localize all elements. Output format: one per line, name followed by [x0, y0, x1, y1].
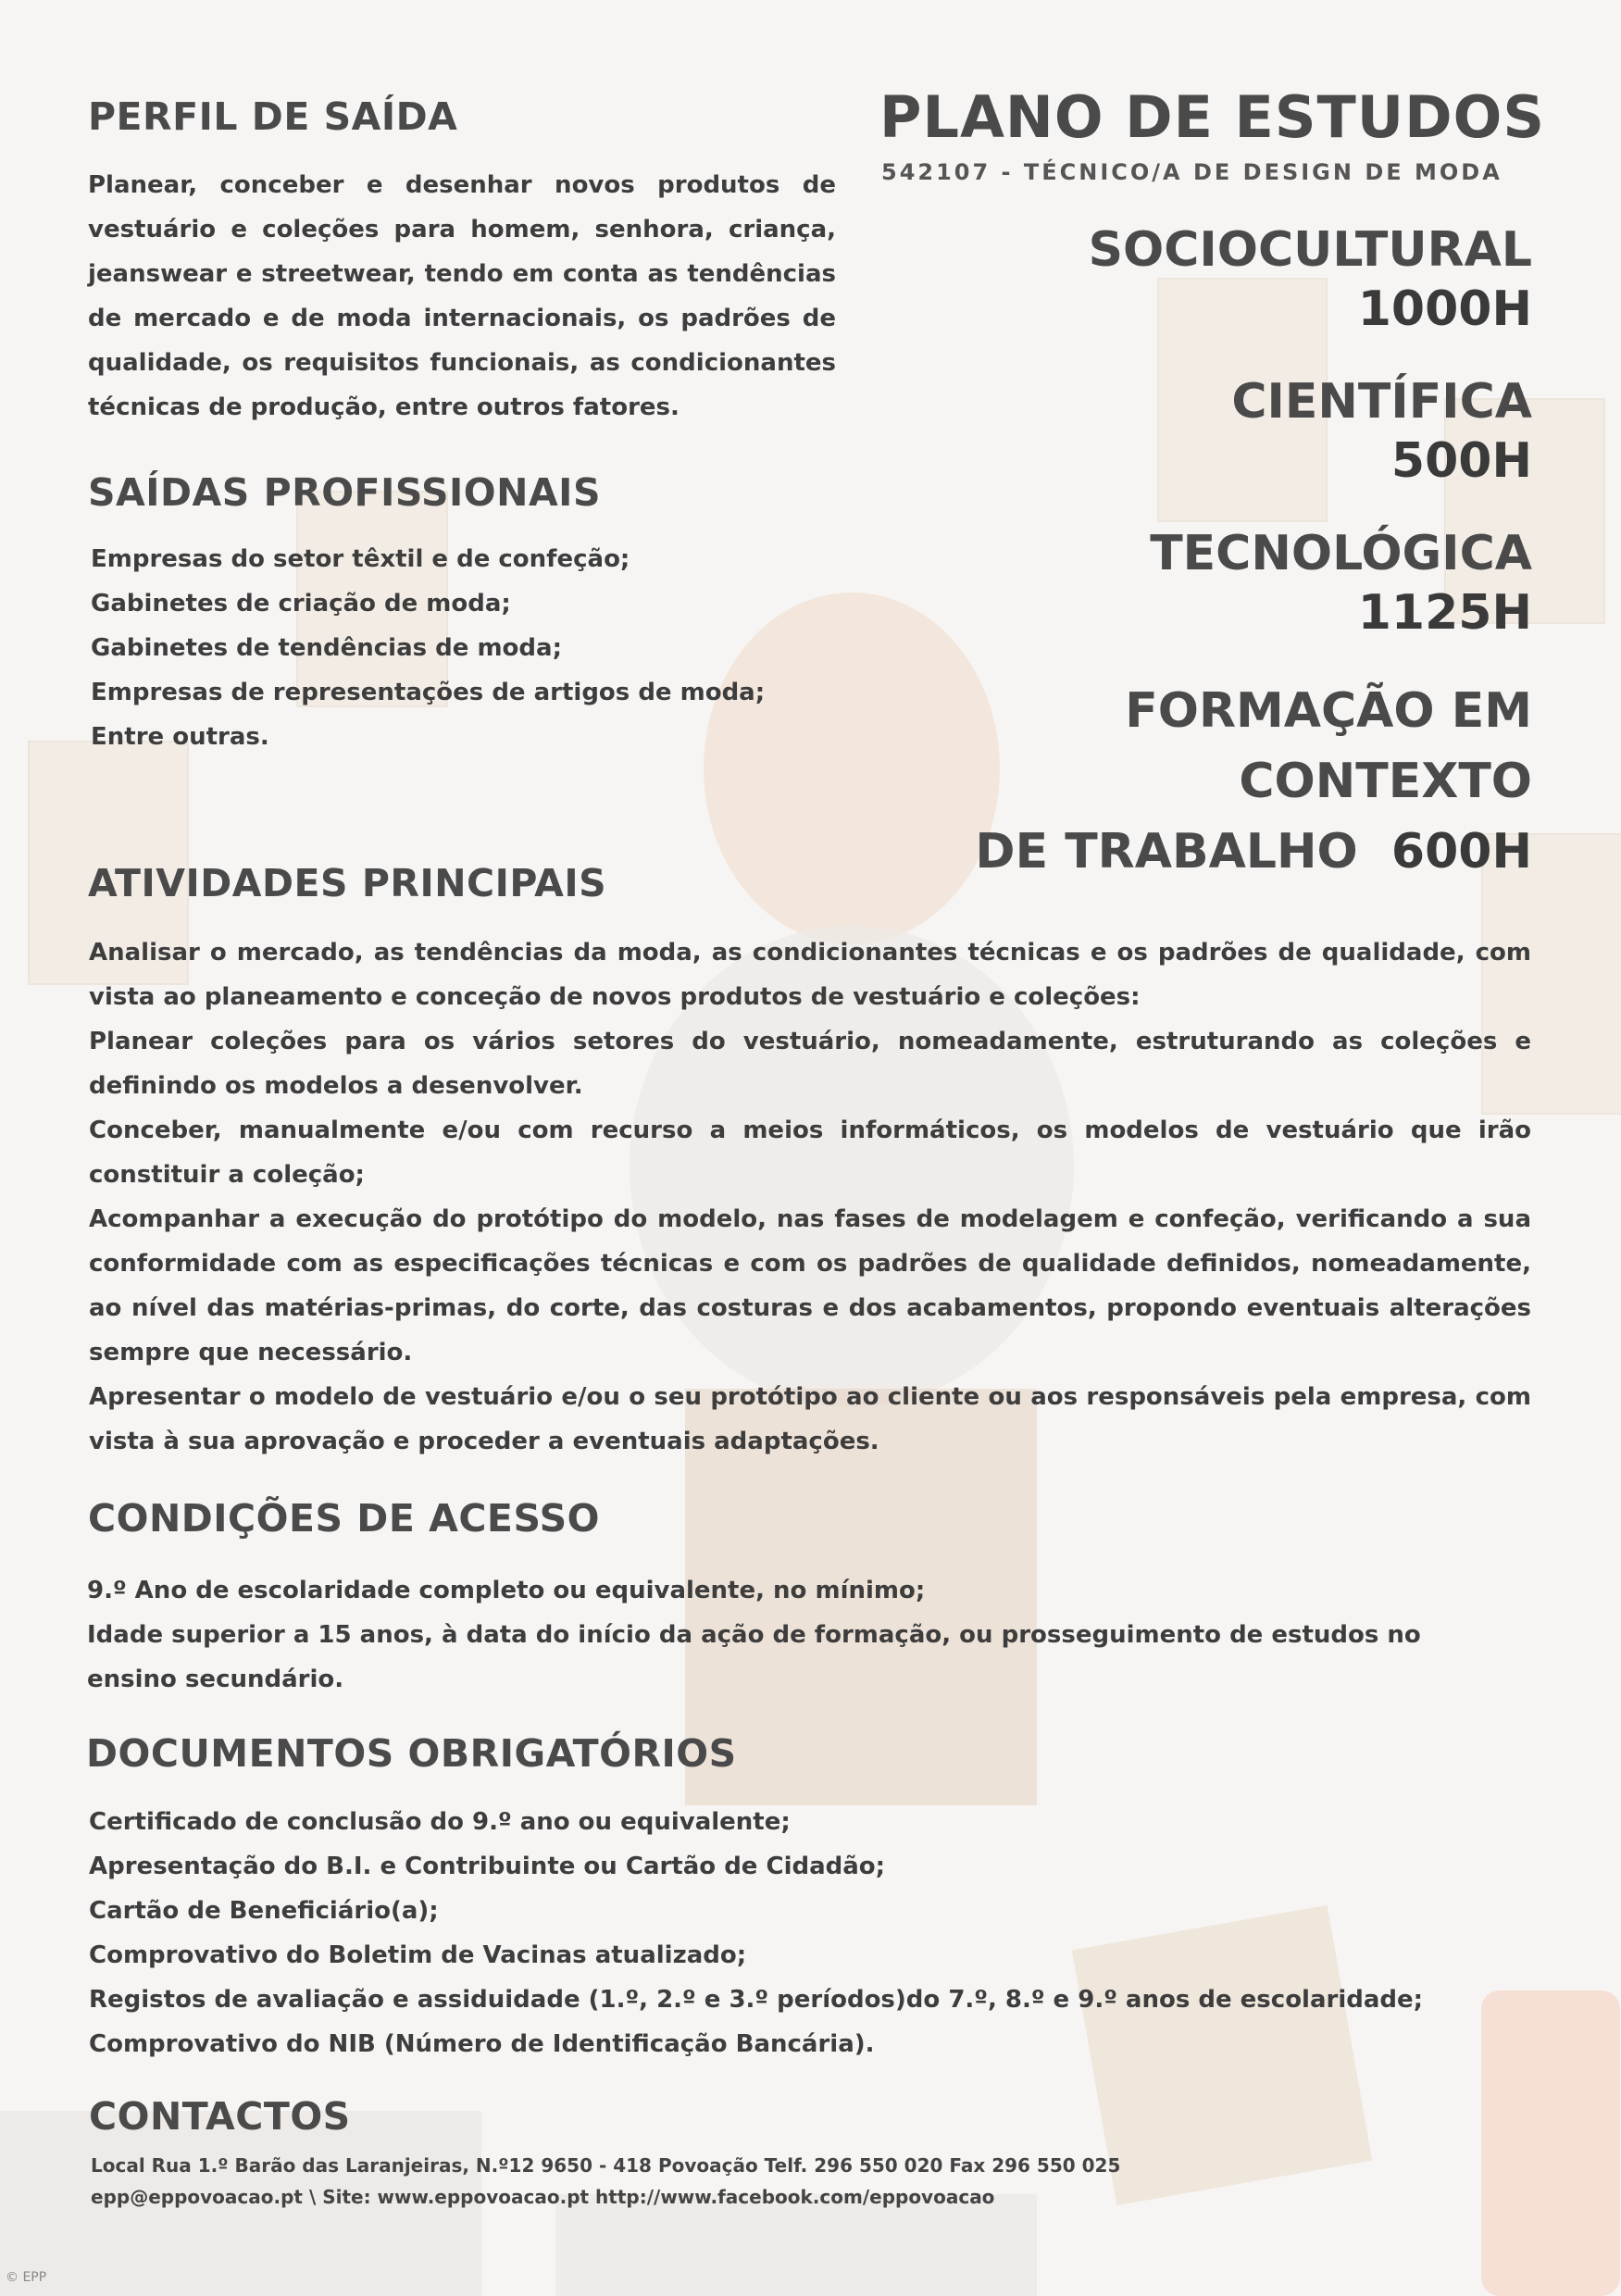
list-item: Gabinetes de criação de moda; — [91, 590, 511, 618]
component-hours: 1000H — [1357, 281, 1532, 337]
list-item: Comprovativo do Boletim de Vacinas atualizado; — [89, 1941, 747, 1969]
component-hours: 1125H — [1357, 585, 1532, 641]
list-item: Gabinetes de tendências de moda; — [91, 634, 562, 662]
perfil-text: Planear, conceber e desenhar novos produtos de vestuário e coleções para homem, senhora, criança, jeanswear e streetwear, tendo em conta as tendências de mercado e de moda internacionais, os padrões de qualidade, os requisitos funcionais, as condicionantes técnicas de produção, entre outros fatores. — [88, 171, 836, 421]
contactos-title: CONTACTOS — [89, 2094, 351, 2139]
list-item: Empresas de representações de artigos de moda; — [91, 679, 766, 706]
component-sociocultural — [833, 220, 1532, 339]
saidas-title: SAÍDAS PROFISSIONAIS — [88, 470, 601, 515]
component-cientifica — [833, 372, 1532, 491]
fct-line2: DE TRABALHO — [975, 824, 1358, 880]
documentos-list — [89, 1800, 1478, 2066]
list-item: Entre outras. — [91, 723, 269, 751]
list-item: Cartão de Beneficiário(a); — [89, 1897, 439, 1925]
component-name: SOCIOCULTURAL — [1088, 222, 1532, 278]
component-tecnologica — [833, 524, 1532, 643]
list-item: Apresentação do B.I. e Contribuinte ou Cartão de Cidadão; — [89, 1853, 886, 1880]
atividade-paragraph: Acompanhar a execução do protótipo do modelo, nas fases de modelagem e confeção, verificando a sua conformidade com as especificações técnicas e com os padrões de qualidade definidos, nomeadamente, ao nível das matérias-primas, do corte, das costuras e dos acabamentos, propondo eventuais alterações sempre que necessário. — [89, 1205, 1531, 1366]
list-item: Comprovativo do NIB (Número de Identificação Bancária). — [89, 2030, 875, 2058]
atividade-paragraph: Planear coleções para os vários setores do vestuário, nomeadamente, estruturando as coleções e definindo os modelos a desenvolver. — [89, 1028, 1531, 1100]
fct-hours: 600H — [1390, 824, 1532, 880]
plano-subtitle: 542107 - TÉCNICO/A DE DESIGN DE MODA — [881, 159, 1503, 185]
atividade-paragraph: Analisar o mercado, as tendências da moda, as condicionantes técnicas e os padrões de qualidade, com vista ao planeamento e conceção de novos produtos de vestuário e coleções: — [89, 939, 1531, 1011]
atividades-title: ATIVIDADES PRINCIPAIS — [88, 861, 607, 905]
condicoes-title: CONDIÇÕES DE ACESSO — [88, 1496, 601, 1541]
copyright: © EPP — [6, 2270, 47, 2285]
list-item: 9.º Ano de escolaridade completo ou equivalente, no mínimo; — [87, 1577, 926, 1604]
fct-line2-row — [833, 817, 1532, 887]
component-fct — [833, 676, 1532, 887]
condicoes-list — [87, 1568, 1531, 1702]
contactos-links: epp@eppovoacao.pt \ Site: www.eppovoacao.pt http://www.facebook.com/eppovoacao — [91, 2186, 995, 2208]
atividade-paragraph: Conceber, manualmente e/ou com recurso a meios informáticos, os modelos de vestuário que irão constituir a coleção; — [89, 1117, 1531, 1189]
list-item: Registos de avaliação e assiduidade (1.º, 2.º e 3.º períodos)do 7.º, 8.º e 9.º anos de escolaridade; — [89, 1986, 1424, 2014]
plano-title: PLANO DE ESTUDOS — [879, 83, 1545, 151]
atividades-text — [89, 930, 1531, 1464]
list-item: Certificado de conclusão do 9.º ano ou equivalente; — [89, 1808, 791, 1836]
plano-components — [833, 220, 1532, 887]
contactos-address: Local Rua 1.º Barão das Laranjeiras, N.º12 9650 - 418 Povoação Telf. 296 550 020 Fax 296 550 025 — [91, 2154, 1121, 2177]
list-item: Empresas do setor têxtil e de confeção; — [91, 545, 630, 573]
documentos-title: DOCUMENTOS OBRIGATÓRIOS — [86, 1731, 737, 1776]
list-item: Idade superior a 15 anos, à data do início da ação de formação, ou prosseguimento de estudos no ensino secundário. — [87, 1621, 1421, 1693]
component-name: TECNOLÓGICA — [1150, 526, 1532, 581]
atividade-paragraph: Apresentar o modelo de vestuário e/ou o seu protótipo ao cliente ou aos responsáveis pela empresa, com vista à sua aprovação e proceder a eventuais adaptações. — [89, 1383, 1531, 1455]
component-hours: 500H — [1390, 433, 1532, 489]
component-name: CIENTÍFICA — [1231, 374, 1532, 430]
saidas-list — [91, 537, 776, 759]
perfil-title: PERFIL DE SAÍDA — [88, 94, 458, 139]
fct-line1: FORMAÇÃO EM CONTEXTO — [1125, 683, 1532, 809]
